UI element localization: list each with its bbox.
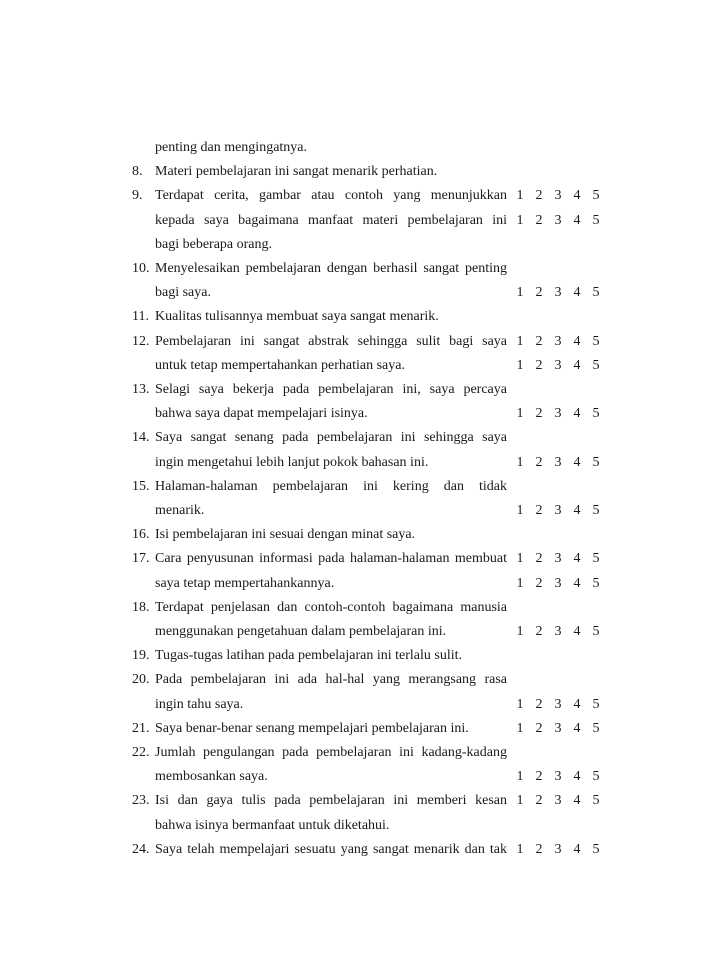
rating-option-3[interactable]: 3	[554, 357, 562, 373]
questionnaire-line	[0, 693, 728, 717]
item-text: bahwa isinya bermanfaat untuk diketahui.	[155, 817, 390, 833]
rating-option-2[interactable]: 2	[535, 720, 543, 736]
rating-option-3[interactable]: 3	[554, 720, 562, 736]
item-number: 16.	[132, 527, 150, 543]
item-text: Saya benar-benar senang mempelajari pembelajaran ini.	[155, 720, 469, 736]
item-number: 20.	[132, 672, 150, 688]
questionnaire-line	[0, 838, 728, 862]
rating-option-2[interactable]: 2	[535, 285, 543, 301]
item-text: Materi pembelajaran ini sangat menarik perhatian.	[155, 164, 438, 180]
item-text: untuk tetap mempertahankan perhatian saya.	[155, 357, 405, 373]
rating-option-1[interactable]: 1	[516, 575, 524, 591]
rating-option-1[interactable]: 1	[516, 454, 524, 470]
rating-option-1[interactable]: 1	[516, 357, 524, 373]
item-number: 22.	[132, 745, 150, 760]
rating-scale	[515, 620, 601, 644]
questionnaire-line	[0, 281, 728, 305]
rating-option-3[interactable]: 3	[554, 841, 562, 857]
rating-option-3[interactable]: 3	[554, 503, 562, 518]
rating-option-1[interactable]: 1	[516, 769, 524, 785]
item-number: 14.	[132, 430, 150, 446]
item-text: bahwa saya dapat mempelajari isinya.	[155, 406, 368, 422]
questionnaire-line	[0, 402, 728, 426]
rating-option-4[interactable]: 4	[573, 285, 581, 301]
rating-option-4[interactable]: 4	[573, 575, 581, 591]
item-number: 9.	[132, 188, 143, 204]
rating-option-5[interactable]: 5	[592, 551, 600, 567]
rating-option-4[interactable]: 4	[573, 406, 581, 422]
questionnaire-line	[0, 209, 728, 233]
questionnaire-line	[0, 499, 728, 523]
questionnaire-line	[0, 547, 728, 571]
rating-option-3[interactable]: 3	[554, 793, 562, 809]
rating-option-3[interactable]: 3	[554, 406, 562, 422]
rating-scale	[515, 693, 601, 717]
rating-option-4[interactable]: 4	[573, 454, 581, 470]
rating-option-2[interactable]: 2	[535, 769, 543, 785]
rating-scale	[515, 451, 601, 475]
rating-scale	[515, 281, 601, 305]
item-text: Tugas-tugas latihan pada pembelajaran ini terlalu sulit.	[155, 648, 463, 664]
rating-option-2[interactable]: 2	[535, 575, 543, 591]
rating-option-2[interactable]: 2	[535, 793, 543, 809]
item-text: Menyelesaikan pembelajaran dengan berhasil sangat penting	[155, 261, 507, 276]
item-text: penting dan mengingatnya.	[155, 140, 308, 155]
rating-option-3[interactable]: 3	[554, 769, 562, 785]
rating-option-4[interactable]: 4	[573, 503, 581, 518]
questionnaire-line	[0, 136, 728, 160]
questionnaire-line	[0, 451, 728, 475]
item-number: 23.	[132, 793, 150, 809]
rating-option-2[interactable]: 2	[535, 333, 543, 349]
rating-option-4[interactable]: 4	[573, 624, 581, 639]
rating-option-1[interactable]: 1	[516, 841, 524, 857]
rating-option-2[interactable]: 2	[535, 696, 543, 712]
rating-scale	[515, 717, 601, 741]
rating-option-3[interactable]: 3	[554, 212, 562, 228]
rating-scale	[515, 765, 601, 789]
rating-option-1[interactable]: 1	[516, 333, 524, 349]
rating-option-1[interactable]: 1	[516, 503, 524, 518]
rating-option-4[interactable]: 4	[573, 357, 581, 373]
rating-option-5[interactable]: 5	[592, 841, 600, 857]
rating-option-5[interactable]: 5	[592, 357, 600, 373]
questionnaire-line	[0, 741, 728, 765]
rating-option-3[interactable]: 3	[554, 188, 562, 204]
questionnaire-line	[0, 160, 728, 184]
rating-option-2[interactable]: 2	[535, 406, 543, 422]
item-number: 17.	[132, 551, 150, 567]
item-text: menarik.	[155, 503, 205, 518]
rating-option-1[interactable]: 1	[516, 285, 524, 301]
item-text: ingin mengetahui lebih lanjut pokok bahasan ini.	[155, 454, 429, 470]
rating-scale	[515, 547, 601, 571]
rating-option-1[interactable]: 1	[516, 188, 524, 204]
rating-option-4[interactable]: 4	[573, 551, 581, 567]
item-text: Terdapat penjelasan dan contoh-contoh bagaimana manusia	[155, 599, 507, 615]
questionnaire-line	[0, 305, 728, 329]
item-number: 13.	[132, 382, 150, 397]
questionnaire-line	[0, 233, 728, 257]
rating-option-5[interactable]: 5	[592, 624, 600, 639]
questionnaire-line	[0, 426, 728, 450]
item-text: Jumlah pengulangan pada pembelajaran ini kadang-kadang	[155, 745, 507, 760]
questionnaire-line	[0, 644, 728, 668]
questionnaire-line	[0, 378, 728, 402]
rating-option-4[interactable]: 4	[573, 793, 581, 809]
questionnaire-line	[0, 668, 728, 692]
rating-option-4[interactable]: 4	[573, 696, 581, 712]
item-number: 24.	[132, 841, 150, 857]
item-number: 8.	[132, 164, 143, 180]
item-text: Saya sangat senang pada pembelajaran ini sehingga saya	[155, 430, 507, 446]
item-number: 12.	[132, 333, 150, 349]
item-text: Isi pembelajaran ini sesuai dengan minat saya.	[155, 527, 416, 543]
questionnaire-line	[0, 184, 728, 208]
questionnaire-line	[0, 789, 728, 813]
item-text: Terdapat cerita, gambar atau contoh yang menunjukkan	[155, 188, 507, 204]
rating-option-5[interactable]: 5	[592, 503, 600, 518]
rating-option-3[interactable]: 3	[554, 285, 562, 301]
rating-scale	[515, 184, 601, 208]
item-text: kepada saya bagaimana manfaat materi pembelajaran ini	[155, 212, 507, 228]
item-text: menggunakan pengetahuan dalam pembelajaran ini.	[155, 624, 447, 639]
rating-option-1[interactable]: 1	[516, 720, 524, 736]
rating-scale	[515, 838, 601, 862]
questionnaire-line	[0, 330, 728, 354]
questionnaire-line	[0, 814, 728, 838]
rating-option-5[interactable]: 5	[592, 769, 600, 785]
rating-option-5[interactable]: 5	[592, 333, 600, 349]
rating-option-5[interactable]: 5	[592, 575, 600, 591]
rating-option-5[interactable]: 5	[592, 212, 600, 228]
rating-option-3[interactable]: 3	[554, 551, 562, 567]
rating-scale	[515, 572, 601, 596]
rating-option-1[interactable]: 1	[516, 551, 524, 567]
item-text: Selagi saya bekerja pada pembelajaran ini, saya percaya	[155, 382, 507, 397]
questionnaire-line	[0, 717, 728, 741]
item-text: Halaman-halaman pembelajaran ini kering dan tidak	[155, 478, 507, 494]
questionnaire-line	[0, 523, 728, 547]
item-text: Pembelajaran ini sangat abstrak sehingga sulit bagi saya	[155, 333, 507, 349]
item-text: Saya telah mempelajari sesuatu yang sangat menarik dan tak	[155, 841, 507, 857]
rating-option-4[interactable]: 4	[573, 769, 581, 785]
item-text: bagi saya.	[155, 285, 211, 301]
rating-option-5[interactable]: 5	[592, 720, 600, 736]
rating-option-5[interactable]: 5	[592, 696, 600, 712]
rating-option-2[interactable]: 2	[535, 188, 543, 204]
questionnaire-line	[0, 257, 728, 281]
item-text: Pada pembelajaran ini ada hal-hal yang merangsang rasa	[155, 672, 507, 688]
rating-option-3[interactable]: 3	[554, 696, 562, 712]
item-number: 18.	[132, 599, 150, 615]
item-text: saya tetap mempertahankannya.	[155, 575, 335, 591]
questionnaire-line	[0, 765, 728, 789]
rating-option-5[interactable]: 5	[592, 454, 600, 470]
item-text: Isi dan gaya tulis pada pembelajaran ini memberi kesan	[155, 793, 507, 809]
rating-scale	[515, 402, 601, 426]
rating-option-2[interactable]: 2	[535, 551, 543, 567]
questionnaire-line	[0, 596, 728, 620]
rating-option-2[interactable]: 2	[535, 212, 543, 228]
rating-option-3[interactable]: 3	[554, 575, 562, 591]
rating-option-2[interactable]: 2	[535, 454, 543, 470]
rating-option-1[interactable]: 1	[516, 212, 524, 228]
rating-option-3[interactable]: 3	[554, 454, 562, 470]
rating-option-4[interactable]: 4	[573, 212, 581, 228]
rating-option-5[interactable]: 5	[592, 406, 600, 422]
rating-option-2[interactable]: 2	[535, 503, 543, 518]
rating-option-4[interactable]: 4	[573, 188, 581, 204]
item-number: 21.	[132, 720, 150, 736]
rating-option-5[interactable]: 5	[592, 793, 600, 809]
item-text: bagi beberapa orang.	[155, 236, 272, 252]
item-text: Kualitas tulisannya membuat saya sangat menarik.	[155, 309, 439, 325]
rating-scale	[515, 209, 601, 233]
item-text: membosankan saya.	[155, 769, 268, 785]
rating-option-4[interactable]: 4	[573, 841, 581, 857]
item-text: Cara penyusunan informasi pada halaman-halaman membuat	[155, 551, 507, 567]
rating-option-2[interactable]: 2	[535, 357, 543, 373]
rating-option-4[interactable]: 4	[573, 720, 581, 736]
rating-option-2[interactable]: 2	[535, 841, 543, 857]
item-number: 11.	[132, 309, 149, 325]
item-number: 15.	[132, 478, 150, 494]
rating-scale	[515, 789, 601, 813]
rating-scale	[515, 354, 601, 378]
rating-option-5[interactable]: 5	[592, 285, 600, 301]
rating-option-2[interactable]: 2	[535, 624, 543, 639]
rating-scale	[515, 330, 601, 354]
rating-scale	[515, 499, 601, 523]
rating-option-4[interactable]: 4	[573, 333, 581, 349]
rating-option-1[interactable]: 1	[516, 696, 524, 712]
questionnaire-line	[0, 475, 728, 499]
rating-option-1[interactable]: 1	[516, 793, 524, 809]
rating-option-1[interactable]: 1	[516, 624, 524, 639]
rating-option-3[interactable]: 3	[554, 333, 562, 349]
item-number: 19.	[132, 648, 150, 664]
questionnaire-line	[0, 572, 728, 596]
item-text: ingin tahu saya.	[155, 696, 244, 712]
questionnaire-line	[0, 354, 728, 378]
item-number: 10.	[132, 261, 150, 276]
rating-option-1[interactable]: 1	[516, 406, 524, 422]
rating-option-3[interactable]: 3	[554, 624, 562, 639]
questionnaire-line	[0, 620, 728, 644]
rating-option-5[interactable]: 5	[592, 188, 600, 204]
